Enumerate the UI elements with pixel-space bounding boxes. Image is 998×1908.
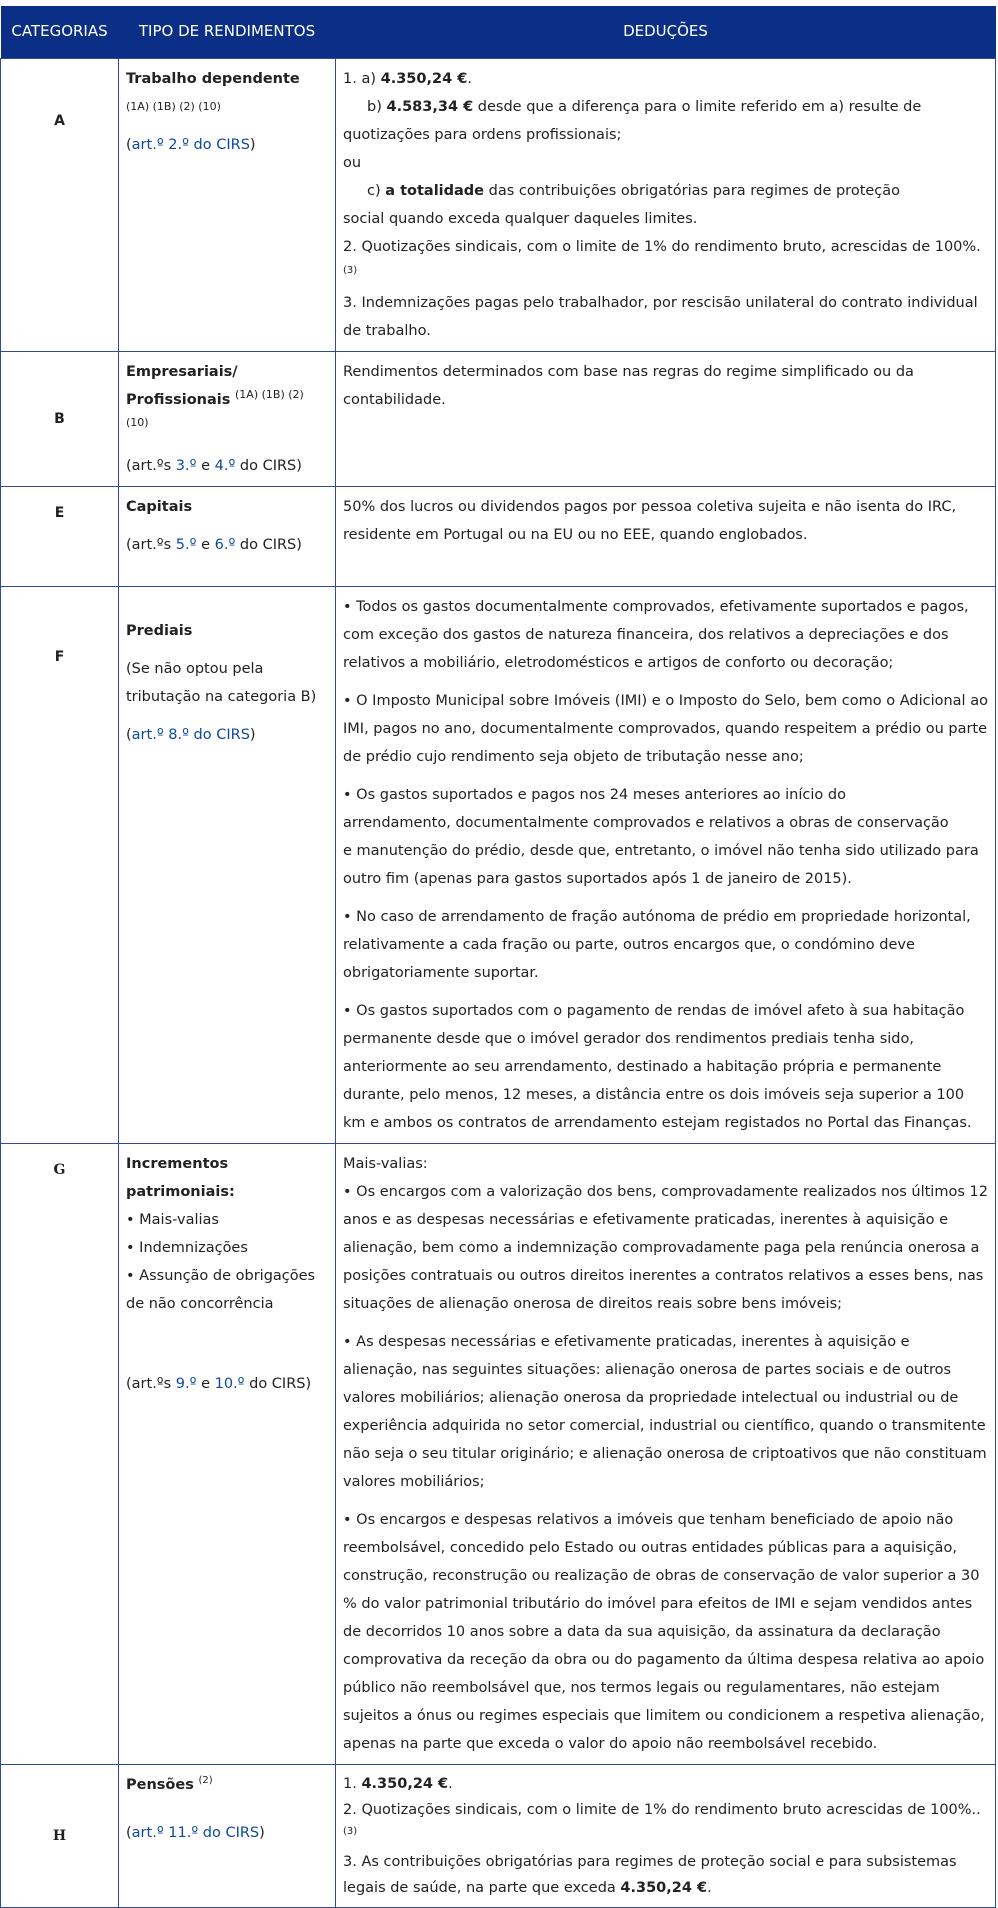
- deducao-g-heading: Mais-valias:: [343, 1155, 428, 1172]
- tipo-b-title-2-wrap: Profissionais $^{(1A) (1B) (2) (10)}$: [126, 387, 304, 429]
- tipo-b: [119, 351, 336, 486]
- header-categorias: CATEGORIAS: [1, 6, 119, 58]
- deducao-a-1b: b) 4.583,34 € desde que a diferença para o limite referido em a) resulte de quotizações para ordens profissionais;: [343, 98, 922, 143]
- deducao-b: Rendimentos determinados com base nas regras do regime simplificado ou da contabilidade.: [343, 363, 914, 408]
- table-header-row: [1, 6, 996, 58]
- link-art-3-cirs[interactable]: 3.º: [175, 457, 197, 474]
- link-art-2-cirs[interactable]: art.º 2.º do CIRS: [131, 136, 250, 153]
- deducao-f-3: • Os gastos suportados e pagos nos 24 meses anteriores ao início do arrendamento, documentalmente comprovados e relativos a obras de conservação e manutenção do prédio, desde que, entretanto, o imóvel não tenha sido utilizado para outro fim (apenas para gastos suportados após 1 de janeiro de 2015).: [343, 786, 979, 887]
- tipo-e-ref: (art.ºs 5.º e 6.º do CIRS): [126, 536, 302, 553]
- link-art-4-cirs[interactable]: 4.º: [214, 457, 236, 474]
- deducao-a-2: 2. Quotizações sindicais, com o limite de 1% do rendimento bruto, acrescidas de 100%. $^{(3)}$: [343, 238, 981, 276]
- tipo-g-title: Incrementos patrimoniais:: [126, 1155, 235, 1200]
- deductions-table: [0, 6, 996, 1908]
- tipo-f: [119, 586, 336, 1143]
- deducao-a-3: 3. Indemnizações pagas pelo trabalhador, por rescisão unilateral do contrato individual de trabalho.: [343, 294, 978, 339]
- deducoes-a: [336, 58, 996, 351]
- tipo-f-ref: (art.º 8.º do CIRS): [126, 726, 256, 743]
- tipo-e-title: Capitais: [126, 498, 193, 515]
- tipo-a-notes: (1A) (1B) (2) (10): [126, 99, 221, 113]
- deducao-e: 50% dos lucros ou dividendos pagos por pessoa coletiva sujeita e não isenta do IRC, residente em Portugal ou na EU ou no EEE, quando englobados.: [343, 498, 957, 543]
- link-art-11-cirs[interactable]: art.º 11.º do CIRS: [131, 1824, 260, 1841]
- tipo-b-ref: (art.ºs 3.º e 4.º do CIRS): [126, 457, 302, 474]
- header-tipo-rendimentos: TIPO DE RENDIMENTOS: [119, 6, 336, 58]
- tipo-a-title: Trabalho dependente: [126, 70, 300, 87]
- tipo-h: [119, 1764, 336, 1907]
- deducao-f-4: • No caso de arrendamento de fração autónoma de prédio em propriedade horizontal, relativamente a cada fração ou parte, outros encargos que, o condómino deve obrigatoriamente suportar.: [343, 908, 971, 981]
- deducao-a-1a: 1. a) 4.350,24 €.: [343, 70, 472, 87]
- tipo-h-title-wrap: Pensões $^{(2)}$: [126, 1774, 213, 1793]
- deducao-f-1: • Todos os gastos documentalmente comprovados, efetivamente suportados e pagos, com exceção dos gastos de natureza financeira, dos relativos a depreciações e dos relativos a mobiliário, eletrodomésticos e artigos de conforto ou decoração;: [343, 598, 969, 671]
- table-row-a: [1, 58, 996, 351]
- tipo-g: [119, 1143, 336, 1764]
- deducao-f-2: • O Imposto Municipal sobre Imóveis (IMI) e o Imposto do Selo, bem como o Adicional ao IMI, pagos no ano, documentalmente comprovados, quando respeitem a prédio ou parte de prédio cujo rendimento seja objeto de tributação nesse ano;: [343, 692, 988, 765]
- category-a: A: [1, 58, 119, 351]
- table-row-b: [1, 351, 996, 486]
- tipo-g-ref: (art.ºs 9.º e 10.º do CIRS): [126, 1375, 312, 1392]
- tipo-f-sub: (Se não optou pela tributação na categoria B): [126, 660, 317, 705]
- deducoes-b: [336, 351, 996, 486]
- link-art-9-cirs[interactable]: 9.º: [175, 1375, 197, 1392]
- table-row-g: [1, 1143, 996, 1764]
- deducao-g-2: • As despesas necessárias e efetivamente praticadas, inerentes à aquisição e alienação, nas seguintes situações: alienação onerosa de partes sociais e de outros valores mobiliários; alienação onerosa da propriedade intelectual ou industrial ou de experiência adquirida no setor comercial, industrial ou científico, quando o transmitente não seja o seu titular originário; e alienação onerosa de criptoativos que não constituam valores mobiliários;: [343, 1333, 987, 1490]
- category-e: E: [1, 486, 119, 586]
- deducao-a-1c: c) a totalidade das contribuições obrigatórias para regimes de proteção: [367, 182, 901, 199]
- link-art-5-cirs[interactable]: 5.º: [175, 536, 197, 553]
- tipo-h-title: Pensões: [126, 1776, 194, 1793]
- category-g: G: [1, 1143, 119, 1764]
- deducao-h-1: 1. 4.350,24 €.: [343, 1775, 453, 1792]
- tipo-b-notes: (1A) (1B) (2) (10): [126, 387, 304, 429]
- deducoes-g: [336, 1143, 996, 1764]
- tipo-g-item-2: • Indemnizações: [126, 1239, 248, 1256]
- header-deducoes: DEDUÇÕES: [336, 6, 996, 58]
- link-art-10-cirs[interactable]: 10.º: [214, 1375, 245, 1392]
- link-art-8-cirs[interactable]: art.º 8.º do CIRS: [131, 726, 250, 743]
- category-h: H: [1, 1764, 119, 1907]
- tipo-g-item-1: • Mais-valias: [126, 1211, 219, 1228]
- deducao-h-2: 2. Quotizações sindicais, com o limite de 1% do rendimento bruto acrescidas de 100%..$^{(3)}$: [343, 1801, 981, 1837]
- table-row-f: [1, 586, 996, 1143]
- tipo-f-title: Prediais: [126, 622, 193, 639]
- tipo-a: [119, 58, 336, 351]
- deducao-g-1: • Os encargos com a valorização dos bens, comprovadamente realizados nos últimos 12 anos e as despesas necessárias e efetivamente praticadas, inerentes à aquisição e alienação, bem como a indemnização comprovadamente paga pela renúncia onerosa a posições contratuais ou outros direitos inerentes a contratos relativos a esses bens, nas situações de alienação onerosa de direitos reais sobre bens imóveis;: [343, 1183, 988, 1312]
- tipo-e: [119, 486, 336, 586]
- deducao-a-ou: ou: [343, 154, 362, 171]
- deducoes-h: [336, 1764, 996, 1907]
- category-b: B: [1, 351, 119, 486]
- deducao-a-1c-cont: social quando exceda qualquer daqueles limites.: [343, 210, 698, 227]
- deducao-f-5: • Os gastos suportados com o pagamento de rendas de imóvel afeto à sua habitação permanente desde que o imóvel gerador dos rendimentos prediais tenha sido, anteriormente ao seu arrendamento, destinado a habitação própria e permanente durante, pelo menos, 12 meses, a distância entre os dois imóveis seja superior a 100 km e ambos os contratos de arrendamento estejam registados no Portal das Finanças.: [343, 1002, 972, 1131]
- tipo-h-ref: (art.º 11.º do CIRS): [126, 1824, 265, 1841]
- link-art-6-cirs[interactable]: 6.º: [214, 536, 236, 553]
- table-row-e: [1, 486, 996, 586]
- deducao-h-3: 3. As contribuições obrigatórias para regimes de proteção social e para subsistemas legais de saúde, na parte que exceda 4.350,24 €.: [343, 1853, 957, 1896]
- tipo-g-item-3: • Assunção de obrigações de não concorrência: [126, 1267, 316, 1312]
- deducao-g-3: • Os encargos e despesas relativos a imóveis que tenham beneficiado de apoio não reembolsável, concedido pelo Estado ou outras entidades públicas para a aquisição, construção, reconstrução ou realização de obras de conservação de valor superior a 30 % do valor patrimonial tributário do imóvel para efeitos de IMI e sejam vendidos antes de decorridos 10 anos sobre a data da sua aquisição, da assinatura da declaração comprovativa da receção da obra ou do pagamento da última despesa relativa ao apoio público não reembolsável que, nos termos legais ou regulamentares, não estejam sujeitos a ónus ou regimes especiais que limitem ou condicionem a respetiva alienação, apenas na parte que exceda o valor do apoio não reembolsável recebido.: [343, 1511, 985, 1752]
- category-f: F: [1, 586, 119, 1143]
- tipo-a-ref: (art.º 2.º do CIRS): [126, 136, 256, 153]
- deducoes-f: [336, 586, 996, 1143]
- tipo-b-title-1: Empresariais/: [126, 363, 238, 380]
- table-row-h: [1, 1764, 996, 1907]
- deducoes-e: [336, 486, 996, 586]
